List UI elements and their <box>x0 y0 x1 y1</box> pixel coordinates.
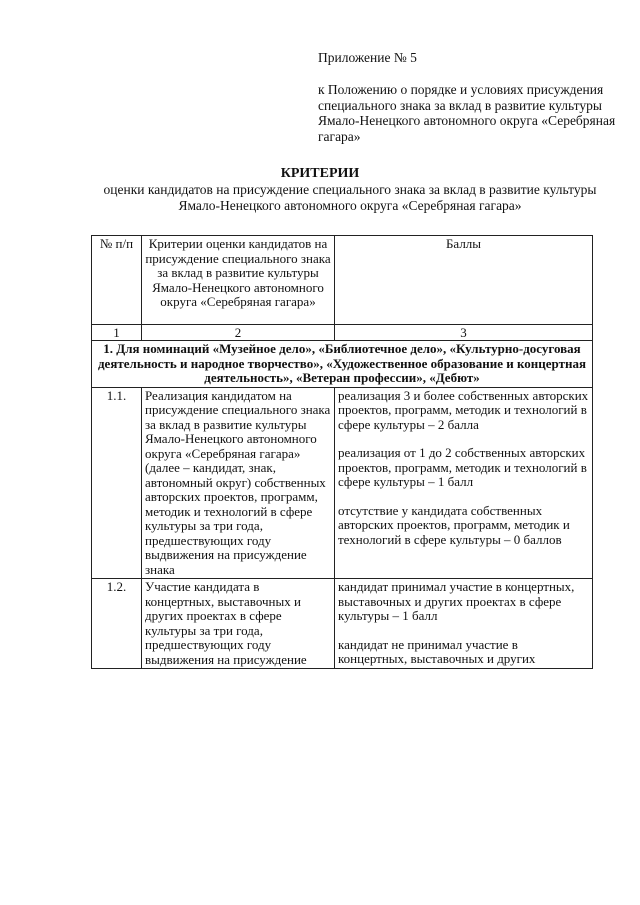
score-option: реализация 3 и более собственных авторских проектов, программ, методик и технологий в сфере культуры – 2 балла <box>338 387 589 432</box>
column-number: 1 <box>92 325 142 341</box>
scores-cell <box>335 387 593 579</box>
document-subtitle: оценки кандидатов на присуждение специального знака за вклад в развитие культуры Ямало-Ненецкого автономного округа «Серебряная гагара» <box>103 182 597 213</box>
table-row <box>92 387 593 579</box>
header-criteria: Критерии оценки кандидатов на присуждение специального знака за вклад в развитие культуры Ямало-Ненецкого автономного округа «Серебряная гагара» <box>142 236 335 325</box>
criterion-text: Участие кандидата в концертных, выставочных и других проектах в сфере культуры за три года, предшествующих году выдвижения на присуждение <box>142 579 335 669</box>
column-number: 2 <box>142 325 335 341</box>
document-title: КРИТЕРИИ <box>280 166 360 181</box>
score-option: кандидат не принимал участие в концертных, выставочных и других <box>338 636 536 666</box>
criteria-table <box>91 235 593 669</box>
column-numbering-row <box>92 325 593 341</box>
header-scores: Баллы <box>335 236 593 325</box>
section-title: 1. Для номинаций «Музейное дело», «Библиотечное дело», «Культурно-досуговая деятельность и народное творчество», «Художественное образование и концертная деятельность», «Ветеран профессии», «Дебют» <box>92 341 593 388</box>
appendix-label: Приложение № 5 <box>318 50 417 65</box>
table-header-row <box>92 236 593 325</box>
header-number: № п/п <box>92 236 142 325</box>
criterion-text: Реализация кандидатом на присуждение специального знака за вклад в развитие культуры Ямало-Ненецкого автономного округа «Серебряная гагара» (далее – кандидат, знак, автономный округ) собственных авторских проектов, программ, методик и технологий в сфере культуры за три года, предшествующих году выдвижения на присуждение знака <box>142 387 335 579</box>
scores-cell <box>335 579 593 669</box>
row-number: 1.2. <box>92 579 142 669</box>
score-option: реализация от 1 до 2 собственных авторских проектов, программ, методик и технологий в сфере культуры – 1 балл <box>338 445 587 489</box>
column-number: 3 <box>335 325 593 341</box>
section-row <box>92 341 593 388</box>
table-row <box>92 579 593 669</box>
appendix-reference: к Положению о порядке и условиях присуждения специального знака за вклад в развитие культуры Ямало-Ненецкого автономного округа «Серебряная гагара» <box>318 82 616 144</box>
score-option: кандидат принимал участие в концертных, выставочных и других проектах в сфере культуры – 1 балл <box>338 579 575 623</box>
row-number: 1.1. <box>92 387 142 579</box>
score-option: отсутствие у кандидата собственных авторских проектов, программ, методик и технологий в сфере культуры – 0 баллов <box>338 502 570 547</box>
